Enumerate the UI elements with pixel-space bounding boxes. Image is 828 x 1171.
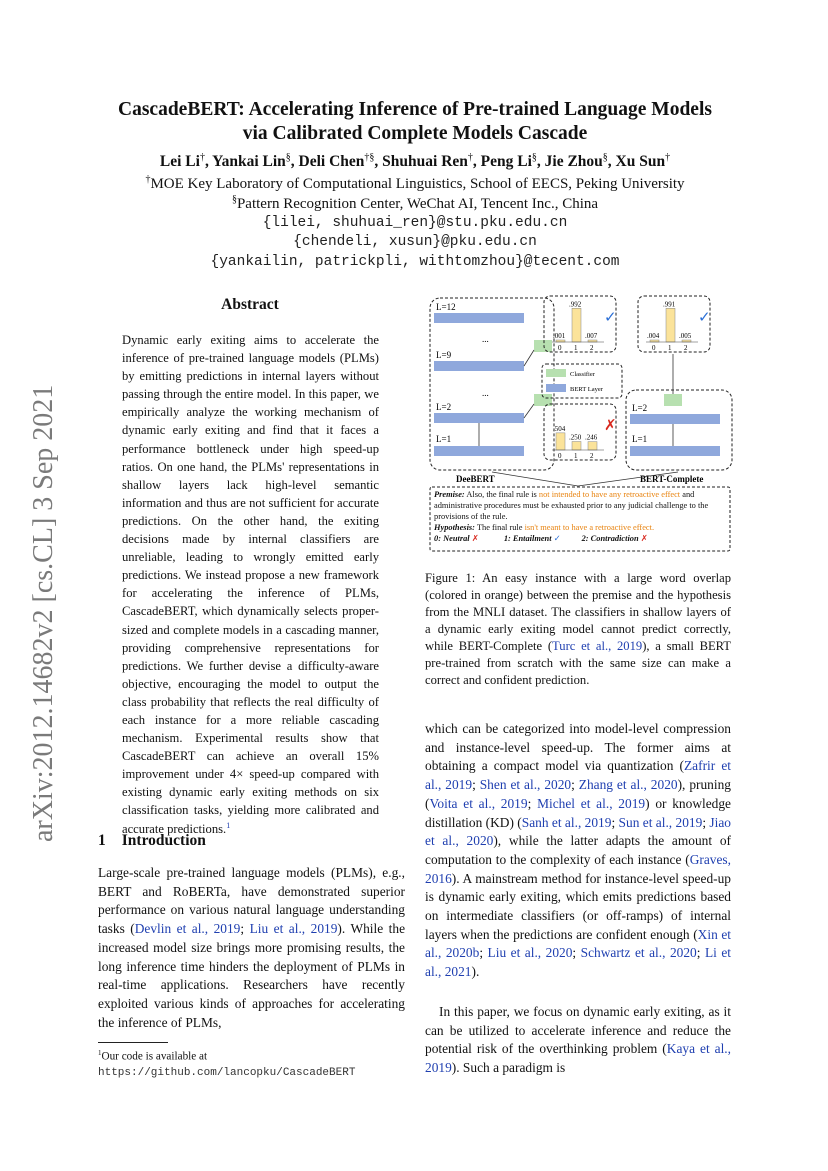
label-neutral: 0: Neutral [434, 534, 472, 543]
affiliation-1: †MOE Key Laboratory of Computational Linguistics, School of EECS, Peking University [145, 174, 685, 192]
spacer [561, 534, 582, 543]
premise-text: and administrative procedures must be exhausted prior to any judicial challenge to the provisions of the rule. [434, 490, 709, 521]
legend-bert-label: BERT Layer [570, 386, 603, 393]
bert-layer [434, 413, 524, 423]
layer-label: L=2 [632, 403, 648, 413]
layer-label: L=12 [436, 302, 456, 312]
abstract-heading: Abstract [221, 296, 279, 313]
classifier-block [664, 394, 682, 406]
ellipsis: ... [482, 334, 489, 344]
email-line-3: {yankailin, patrickpli, withtomzhou}@tecent.com [210, 254, 620, 270]
prob-label: .504 [553, 424, 566, 433]
prob-bar [572, 442, 581, 451]
premise-label: Premise: [434, 490, 465, 499]
layer-label: L=9 [436, 350, 452, 360]
prob-bar [572, 308, 581, 342]
citation-link[interactable]: Liu et al., 2020 [487, 945, 573, 961]
citation-link[interactable]: Schwartz et al., 2020 [580, 945, 697, 961]
footnote-rule [98, 1042, 168, 1043]
legend-classifier-swatch [546, 369, 566, 377]
classifier-block [534, 394, 552, 406]
author-list: Lei Li†, Yankai Lin§, Deli Chen†§, Shuhuai Ren†, Peng Li§, Jie Zhou§, Xu Sun† [159, 152, 671, 171]
layer-label: L=2 [436, 402, 452, 412]
affiliation-2: §Pattern Recognition Center, WeChat AI, Tencent Inc., China [231, 194, 599, 212]
citation-link[interactable]: Li et al., 2021 [425, 945, 732, 980]
figure-1 [428, 294, 734, 556]
bert-layer [630, 414, 720, 424]
spacer [479, 534, 504, 543]
prob-label: .007 [585, 332, 598, 340]
class-tick: 2 [684, 344, 688, 352]
citation-link[interactable]: Xin et al., 2020b [425, 926, 731, 961]
section-heading-introduction [98, 832, 206, 850]
example-text [434, 489, 728, 551]
author-name: Yankai Lin§ [212, 152, 291, 171]
hypothesis-overlap: isn't meant to have a retroactive effect. [524, 523, 655, 532]
deebert-box [430, 298, 554, 470]
author-name: Deli Chen†§ [298, 152, 375, 171]
footnote: $^1$Our code is available at https://github.com/lancopku/CascadeBERT [98, 1049, 356, 1079]
section-number: 1 [98, 832, 106, 849]
cross-icon: ✗ [640, 534, 648, 543]
citation-link[interactable]: Graves, 2016 [425, 851, 731, 886]
class-tick: 2 [590, 452, 594, 460]
author-name: Lei Li† [159, 152, 205, 171]
legend-classifier-label: Classifier [570, 371, 595, 378]
check-icon: ✓ [698, 310, 711, 326]
layer-label: L=1 [632, 434, 648, 444]
prob-label: .005 [679, 332, 692, 340]
class-tick: 0 [652, 344, 656, 352]
section-title: Introduction [121, 832, 206, 849]
arrow [524, 350, 534, 366]
arrow [492, 472, 578, 486]
class-tick: 1 [668, 344, 672, 352]
prob-label: .001 [553, 332, 566, 340]
author-name: Xu Sun† [615, 152, 671, 171]
prob-label: .992 [569, 300, 582, 309]
label-contradiction: 2: Contradiction [581, 534, 641, 543]
title-line-1: CascadeBERT: Accelerating Inference of Pre-trained Language Models [118, 99, 712, 120]
model-name-deebert: DeeBERT [456, 474, 495, 484]
classifier-block [534, 340, 552, 352]
prob-label: .004 [647, 332, 660, 340]
prob-label: .250 [569, 433, 582, 442]
citation-link[interactable]: Sanh et al., 2019 [521, 814, 612, 830]
abstract-body [122, 331, 379, 838]
prob-bar [588, 442, 597, 450]
prob-bar [666, 308, 675, 342]
citation-link[interactable]: Sun et al., 2019 [618, 814, 703, 830]
ellipsis: ... [482, 388, 489, 398]
cross-icon: ✗ [604, 418, 617, 434]
intro-paragraph-2: which can be categorized into model-level compression and instance-level speed-up. The former aims at obtaining a compact model via quantization (Zafrir et al., 2019; Shen et al., 2020; Zhang et al., 2020), pruning (Voita et al., 2019; Michel et al., 2019) or knowledge distillation (KD) (Sanh et al., 2019; Sun et al., 2019; Jiao et al., 2020), while the latter adapts the amount of computation to the complexity of each instance (Graves, 2016). A mainstream method for instance-level speed-up is dynamic early exiting, which emits predictions based on intermediate classifiers (or off-ramps) of internal layers when the predictions are confident enough (Xin et al., 2020b; Liu et al., 2020; Schwartz et al., 2020; Li et al., 2021). [425, 721, 732, 980]
premise-text: Also, the final rule is [464, 490, 539, 499]
label-entailment: 1: Entailment [503, 534, 554, 543]
bert-layer [434, 361, 524, 371]
svg-text:arXiv:2012.14682v2 [cs.CL] 3: arXiv:2012.14682v2 [cs.CL] 3 Sep 2021 [28, 384, 59, 842]
legend-bert-swatch [546, 384, 566, 392]
bert-layer [434, 313, 524, 323]
citation-link[interactable]: Kaya et al., 2019 [425, 1041, 731, 1076]
arrow [524, 404, 534, 418]
arxiv-identifier [16, 372, 68, 842]
citation-link[interactable]: Devlin et al., 2019 [134, 921, 241, 937]
citation-link[interactable]: Zafrir et al., 2019 [425, 758, 731, 793]
prob-bar [556, 433, 565, 450]
email-line-2: {chendeli, xusun}@pku.edu.cn [293, 234, 537, 250]
intro-paragraph-3: In this paper, we focus on dynamic early exiting, as it can be utilized to accelerate inference and reduce the potential risk of the overthinking problem (Kaya et al., 2019). Such a paradigm is [425, 1004, 731, 1076]
author-name: Jie Zhou§ [544, 152, 608, 171]
footnote-ref[interactable]: 1 [226, 820, 231, 830]
figure-caption: Figure 1: An easy instance with a large word overlap (colored in orange) between the premise and the hypothesis from the MNLI dataset. The classifiers in shallow layers of a dynamic early exiting model cannot predict correctly, while BERT-Complete (Turc et al., 2019), a small BERT pre-trained from scratch with the same size can make a correct and confident prediction. [425, 571, 732, 687]
citation-link[interactable]: Liu et al., 2019 [249, 921, 338, 937]
layer-label: L=1 [436, 434, 452, 444]
cross-icon: ✗ [471, 534, 479, 543]
citation-link[interactable]: Michel et al., 2019 [537, 795, 646, 811]
bert-layer [630, 446, 720, 456]
premise-overlap: not intended to have any retroactive effect [538, 490, 681, 499]
citation-link[interactable]: Shen et al., 2020 [479, 777, 572, 793]
model-name-bert-complete: BERT-Complete [640, 474, 704, 484]
citation-link[interactable]: Zhang et al., 2020 [578, 777, 678, 793]
class-tick: 1 [574, 452, 578, 460]
prob-label: .246 [585, 433, 598, 442]
class-tick: 1 [574, 344, 578, 352]
class-tick: 2 [590, 344, 594, 352]
code-link[interactable]: https://github.com/lancopku/CascadeBERT [98, 1066, 356, 1079]
citation-link[interactable]: Voita et al., 2019 [429, 795, 528, 811]
citation-link[interactable]: Turc et al., 2019 [552, 639, 643, 653]
author-name: Shuhuai Ren† [382, 152, 473, 171]
prob-label: .991 [663, 300, 676, 309]
hypothesis-label: Hypothesis: [434, 523, 475, 532]
check-icon: ✓ [604, 310, 617, 326]
title-line-2: via Calibrated Complete Models Cascade [242, 123, 588, 144]
bert-layer [434, 446, 524, 456]
author-name: Peng Li§ [480, 152, 537, 171]
class-tick: 0 [558, 452, 562, 460]
hypothesis-text: The final rule [474, 523, 525, 532]
check-icon: ✓ [553, 534, 561, 543]
paper-title [90, 98, 740, 146]
class-tick: 0 [558, 344, 562, 352]
citation-link[interactable]: Jiao et al., 2020 [425, 814, 731, 849]
email-line-1: {lilei, shuhuai_ren}@stu.pku.edu.cn [262, 215, 568, 231]
intro-paragraph-1: Large-scale pre-trained language models (PLMs), e.g., BERT and RoBERTa, have demonstrated superior performance on various natural language understanding tasks (Devlin et al., 2019; Liu et al., 2019). While the increased model size brings more promising results, the long inference time hinders the deployment of PLMs in real-time applications. Researchers have recently exploited various kinds of approaches for accelerating the inference of PLMs, [98, 865, 406, 1030]
abstract-text: Dynamic early exiting aims to accelerate the inference of pre-trained language models (PLMs) by emitting predictions in internal layers without passing through the entire model. In this paper, we empirically analyze the working mechanism of dynamic early exiting and find that it faces a performance bottleneck under high speed-up ratios. On one hand, the PLMs' representations in shallow layers lack high-level semantic information and thus are not sufficient for accurate predictions. On the other hand, the exiting decisions made by internal classifiers are unreliable, leading to wrongly emitted early predictions. We instead propose a new framework for accelerating the inference of PLMs, CascadeBERT, which dynamically selects proper-sized and complete models in a cascading manner, providing comprehensive representations for predictions. We further devise a difficulty-aware objective, encouraging the model to output the class probability that reflects the real difficulty of each instance for a more reliable cascading mechanism. Experimental results show that CascadeBERT can achieve an overall 15% improvement under 4× speed-up compared with existing dynamic early exiting methods on six classification tasks, yielding more calibrated and accurate predictions. [122, 333, 379, 836]
